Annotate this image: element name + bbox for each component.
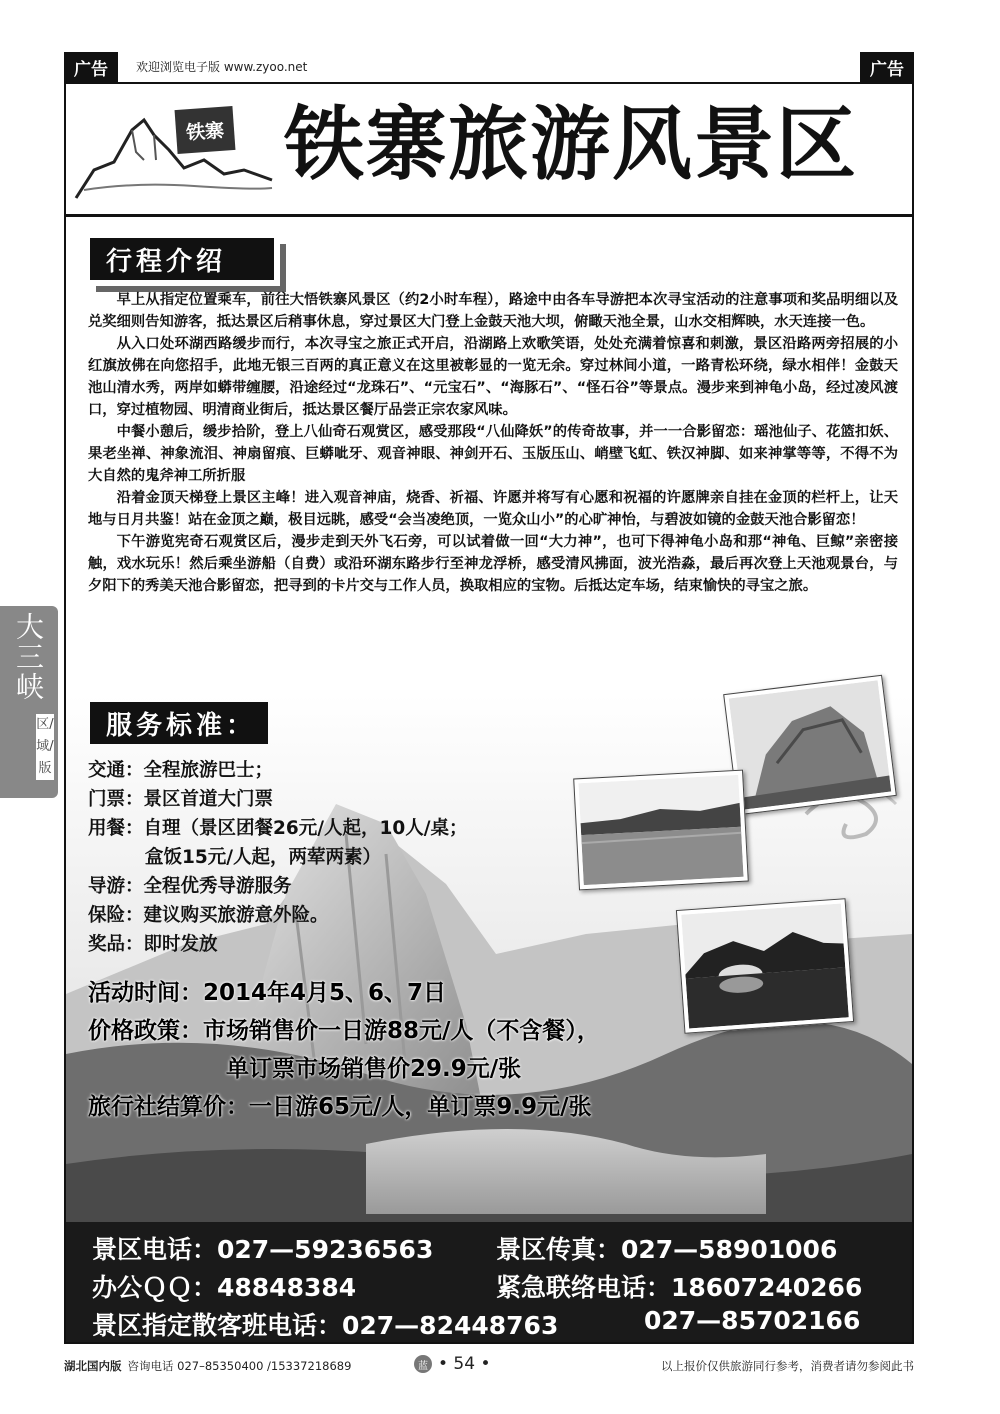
service-item bbox=[88, 843, 468, 872]
service-value: 自理（景区团餐26元/人起，10人/桌； bbox=[143, 818, 468, 839]
lake-photo bbox=[573, 770, 749, 891]
consult-phone: 咨询电话 027–85350400 /15337218689 bbox=[127, 1359, 352, 1373]
side-tab-title: 大三峡 bbox=[12, 612, 45, 702]
ad-tag-right: 广告 bbox=[860, 52, 914, 82]
service-list bbox=[88, 756, 468, 959]
service-label: 奖品： bbox=[88, 934, 144, 955]
disclaimer: 以上报价仅供旅游同行参考，消费者请勿参阅此书 bbox=[661, 1359, 914, 1373]
service-label: 用餐： bbox=[88, 818, 144, 839]
agency-price: 旅行社结算价：一日游65元/人，单订票9.9元/张 bbox=[88, 1094, 592, 1120]
itinerary-text bbox=[88, 289, 898, 597]
advert-frame bbox=[64, 82, 914, 1344]
bus-phone-alt: 027—85702166 bbox=[644, 1306, 861, 1335]
service-label: 交通： bbox=[88, 760, 144, 781]
service-value: 盒饭15元/人起，两荤两素） bbox=[145, 847, 382, 868]
page-number-area bbox=[414, 1354, 491, 1374]
pricing-block bbox=[88, 974, 600, 1126]
website-url: 欢迎浏览电子版 www.zyoo.net bbox=[136, 60, 308, 74]
rock-photo bbox=[723, 675, 897, 816]
service-value: 全程优秀导游服务 bbox=[143, 876, 292, 897]
itinerary-paragraph: 下午游览宪奇石观赏区后，漫步走到天外飞石旁，可以试着做一回“大力神”，也可下得神龟小岛和那“神龟、巨鲸”亲密接触，戏水玩乐！然后乘坐游船（自费）或沿环湖东路步行至神龙浮桥，感受清风拂面，波光浩淼，最后再次登上天池观景台，与夕阳下的秀美天池合影留恋，把寻到的卡片交与工作人员，换取相应的宝物。后抵达定车场，结束愉快的寻宝之旅。 bbox=[88, 534, 898, 594]
service-label: 保险： bbox=[88, 905, 144, 926]
page-number: • 54 • bbox=[438, 1354, 491, 1374]
service-item bbox=[88, 901, 468, 930]
service-value: 即时发放 bbox=[143, 934, 218, 955]
service-value: 全程旅游巴士； bbox=[143, 760, 274, 781]
footer-left bbox=[64, 1358, 351, 1374]
office-qq: 办公ＱＱ：48848384 bbox=[92, 1273, 357, 1302]
price-policy: 价格政策：市场销售价一日游88元/人（不含餐）， bbox=[88, 1018, 600, 1044]
service-item bbox=[88, 872, 468, 901]
scenic-logo bbox=[74, 90, 274, 205]
mountain-logo-icon bbox=[74, 90, 274, 205]
header-divider bbox=[66, 214, 912, 217]
side-tab-subtitle: 区/域/版 bbox=[36, 714, 54, 780]
activity-time: 活动时间：2014年4月5、6、7日 bbox=[88, 980, 447, 1006]
edition-badge: 蓝 bbox=[414, 1355, 432, 1373]
scenic-phone: 景区电话：027—59236563 bbox=[92, 1235, 434, 1264]
scenic-fax: 景区传真：027—58901006 bbox=[496, 1235, 838, 1264]
page-title: 铁寨旅游风景区 bbox=[284, 97, 858, 191]
service-label: 门票： bbox=[88, 789, 144, 810]
service-item bbox=[88, 785, 468, 814]
service-item bbox=[88, 930, 468, 959]
region-side-tab bbox=[0, 606, 58, 798]
service-heading: 服务标准： bbox=[90, 702, 268, 744]
emergency-phone: 紧急联络电话：18607240266 bbox=[496, 1273, 863, 1302]
itinerary-paragraph: 早上从指定位置乘车，前往大悟铁寨风景区（约2小时车程），路途中由各车导游把本次寻宝活动的注意事项和奖品明细以及兑奖细则告知游客，抵达景区后稍事休息，穿过景区大门登上金鼓天池大坝，俯瞰天池全景，山水交相辉映，水天连接一色。 bbox=[88, 292, 898, 330]
ad-tag-left: 广告 bbox=[64, 52, 118, 82]
bus-phone: 景区指定散客班电话：027—82448763 bbox=[92, 1311, 559, 1340]
service-value: 景区首道大门票 bbox=[143, 789, 274, 810]
logo-stamp: 铁寨 bbox=[175, 106, 236, 154]
service-item bbox=[88, 814, 468, 843]
itinerary-paragraph: 从入口处环湖西路缓步而行，本次寻宝之旅正式开启，沿湖路上欢歌笑语，处处充满着惊喜和刺激，景区沿路两旁招展的小红旗放佛在向您招手，此地无银三百两的真正意义在这里被彰显的一览无余。穿过林间小道，一路青松环绕，绿水相伴！金鼓天池山清水秀，两岸如蟒带缠腰，沿途经过“龙珠石”、“元宝石”、“海豚石”、“怪石谷”等景点。漫步来到神龟小岛，经过凌风渡口，穿过植物园、明清商业街后，抵达景区餐厅品尝正宗农家风味。 bbox=[88, 336, 898, 418]
service-item bbox=[88, 756, 468, 785]
edition-label: 湖北国内版 bbox=[64, 1359, 122, 1373]
header bbox=[66, 84, 912, 212]
service-value: 建议购买旅游意外险。 bbox=[143, 905, 329, 926]
page-footer bbox=[64, 1354, 914, 1378]
contact-bar bbox=[66, 1222, 912, 1342]
island-photo bbox=[676, 898, 854, 1034]
itinerary-heading: 行程介绍 bbox=[90, 238, 274, 280]
itinerary-paragraph: 沿着金顶天梯登上景区主峰！进入观音神庙，烧香、祈福、许愿并将写有心愿和祝福的许愿牌亲自挂在金顶的栏杆上，让天地与日月共鉴！站在金顶之巅，极目远眺，感受“会当凌绝顶，一览众山小”的心旷神怡，与碧波如镜的金鼓天池合影留恋！ bbox=[88, 490, 898, 528]
itinerary-paragraph: 中餐小憩后，缓步拾阶，登上八仙奇石观赏区，感受那段“八仙降妖”的传奇故事，并一一合影留恋：瑶池仙子、花篮扣妖、果老坐禅、神象流泪、神扇留痕、巨蟒呲牙、观音神眼、神剑开石、玉版压山、峭壁飞虹、铁汉神脚、如来神掌等等，不得不为大自然的鬼斧神工所折服 bbox=[88, 424, 898, 484]
service-label: 导游： bbox=[88, 876, 144, 897]
ticket-price: 单订票市场销售价29.9元/张 bbox=[226, 1056, 522, 1082]
